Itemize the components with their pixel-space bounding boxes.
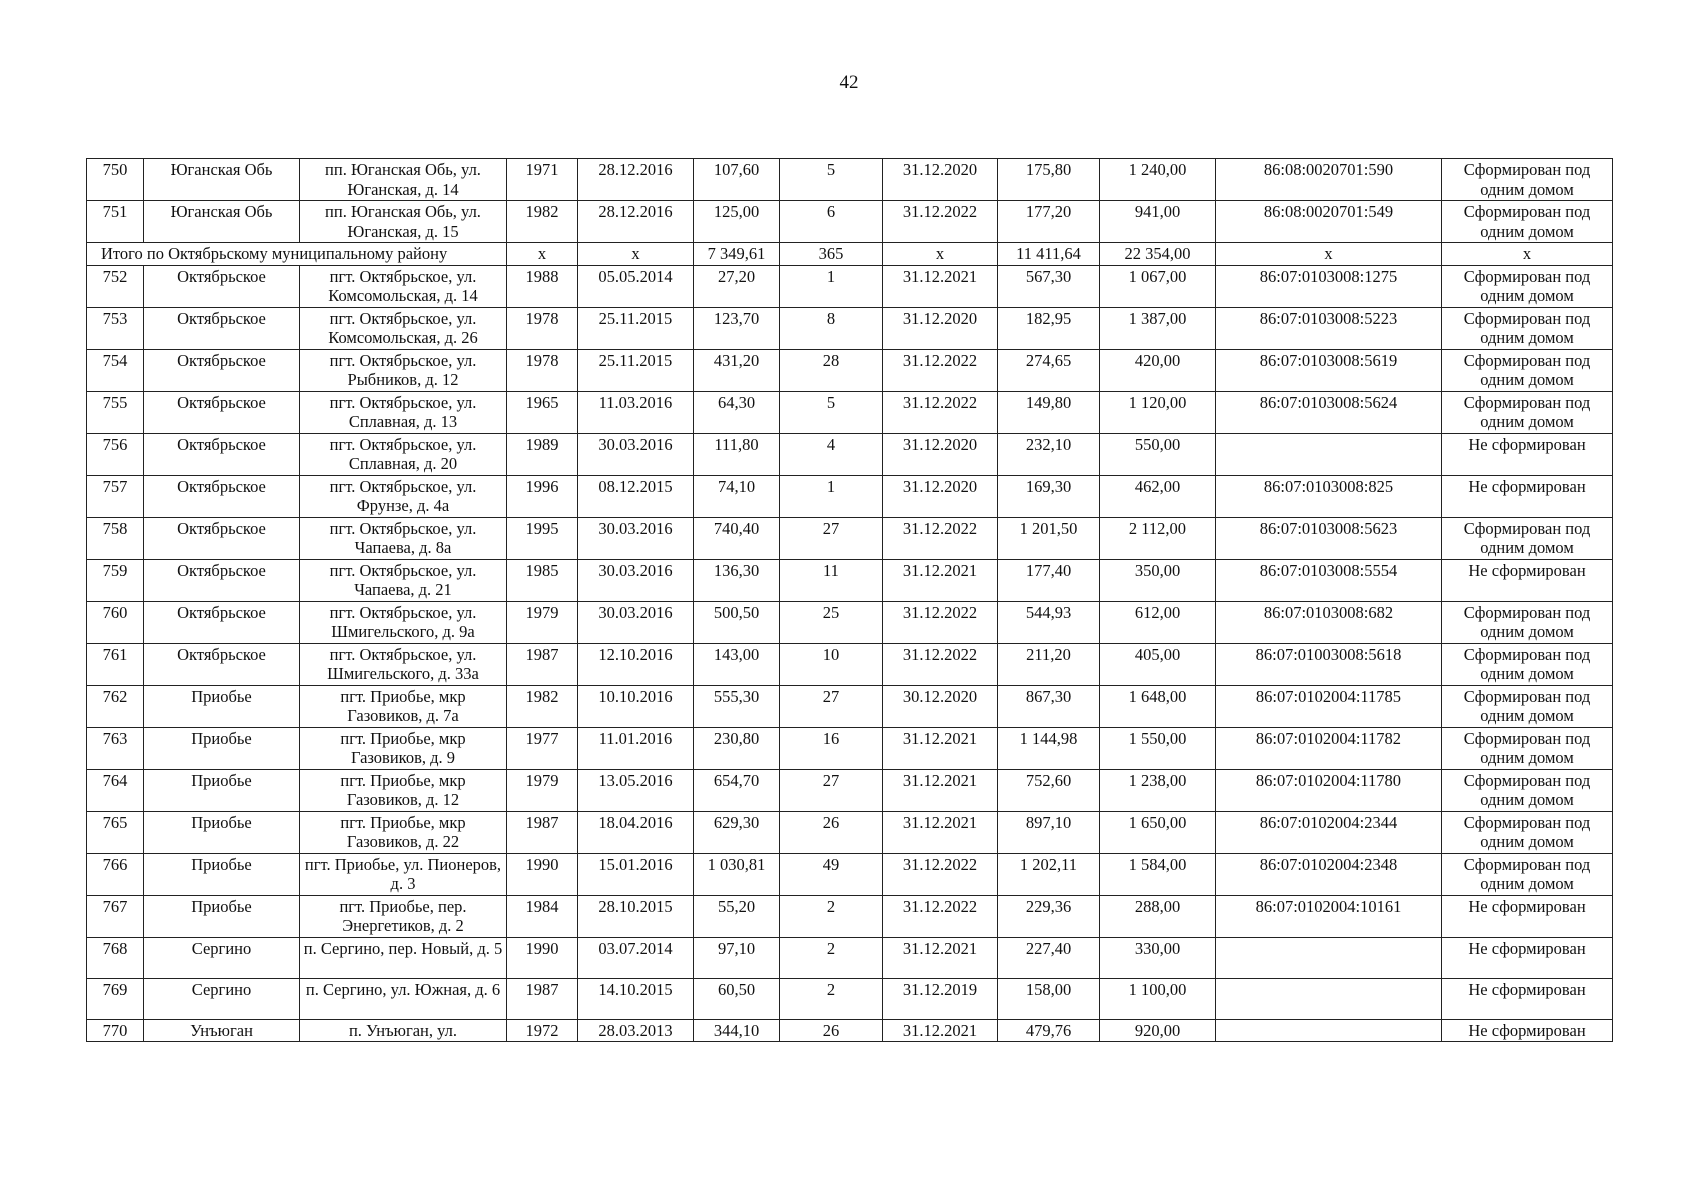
row-number: 755 [87, 391, 144, 433]
status-cell: Не сформирован [1442, 1019, 1613, 1042]
status-cell: Сформирован под одним домом [1442, 601, 1613, 643]
page-number: 42 [839, 72, 859, 93]
total-cadastral-cell: х [1216, 243, 1442, 266]
row-number: 762 [87, 685, 144, 727]
year-cell: 1984 [507, 895, 578, 937]
year-cell: 1979 [507, 769, 578, 811]
area-cell: 55,20 [694, 895, 780, 937]
cadastral-cell: 86:07:0103008:5619 [1216, 349, 1442, 391]
table-body [87, 159, 1613, 1042]
year-cell: 1985 [507, 559, 578, 601]
settlement-cell: Приобье [144, 727, 300, 769]
deadline-cell: 31.12.2021 [883, 1019, 998, 1042]
people-cell: 1 [780, 475, 883, 517]
status-cell: Сформирован под одним домом [1442, 307, 1613, 349]
total-area2-cell: 11 411,64 [998, 243, 1100, 266]
settlement-cell: Октябрьское [144, 349, 300, 391]
year-cell: 1990 [507, 853, 578, 895]
deadline-cell: 31.12.2021 [883, 727, 998, 769]
area2-cell: 169,30 [998, 475, 1100, 517]
year-cell: 1982 [507, 685, 578, 727]
date-cell: 25.11.2015 [578, 307, 694, 349]
cadastral-cell: 86:07:0102004:11780 [1216, 769, 1442, 811]
date-cell: 28.12.2016 [578, 159, 694, 201]
year-cell: 1987 [507, 978, 578, 1019]
status-cell: Сформирован под одним домом [1442, 159, 1613, 201]
cost-cell: 288,00 [1100, 895, 1216, 937]
table-row [87, 937, 1613, 978]
address-cell: пгт. Приобье, мкр Газовиков, д. 12 [300, 769, 507, 811]
area-cell: 111,80 [694, 433, 780, 475]
cost-cell: 462,00 [1100, 475, 1216, 517]
date-cell: 12.10.2016 [578, 643, 694, 685]
deadline-cell: 31.12.2021 [883, 265, 998, 307]
deadline-cell: 31.12.2020 [883, 159, 998, 201]
year-cell: 1978 [507, 349, 578, 391]
deadline-cell: 31.12.2020 [883, 475, 998, 517]
cadastral-cell: 86:07:0103008:5624 [1216, 391, 1442, 433]
area-cell: 125,00 [694, 201, 780, 243]
date-cell: 11.01.2016 [578, 727, 694, 769]
table-row [87, 265, 1613, 307]
cost-cell: 1 100,00 [1100, 978, 1216, 1019]
total-deadline-cell: х [883, 243, 998, 266]
deadline-cell: 31.12.2022 [883, 517, 998, 559]
status-cell: Сформирован под одним домом [1442, 643, 1613, 685]
deadline-cell: 31.12.2021 [883, 559, 998, 601]
year-cell: 1979 [507, 601, 578, 643]
date-cell: 08.12.2015 [578, 475, 694, 517]
deadline-cell: 31.12.2022 [883, 349, 998, 391]
area-cell: 74,10 [694, 475, 780, 517]
table-row [87, 769, 1613, 811]
year-cell: 1977 [507, 727, 578, 769]
row-number: 768 [87, 937, 144, 978]
people-cell: 4 [780, 433, 883, 475]
table-row [87, 159, 1613, 201]
status-cell: Сформирован под одним домом [1442, 769, 1613, 811]
area2-cell: 158,00 [998, 978, 1100, 1019]
table-row [87, 475, 1613, 517]
total-date-cell: х [578, 243, 694, 266]
deadline-cell: 31.12.2022 [883, 853, 998, 895]
settlement-cell: Приобье [144, 685, 300, 727]
row-number: 761 [87, 643, 144, 685]
people-cell: 1 [780, 265, 883, 307]
area-cell: 136,30 [694, 559, 780, 601]
address-cell: п. Сергино, пер. Новый, д. 5 [300, 937, 507, 978]
year-cell: 1989 [507, 433, 578, 475]
row-number: 752 [87, 265, 144, 307]
settlement-cell: Юганская Обь [144, 201, 300, 243]
date-cell: 14.10.2015 [578, 978, 694, 1019]
settlement-cell: Приобье [144, 811, 300, 853]
area2-cell: 227,40 [998, 937, 1100, 978]
row-number: 753 [87, 307, 144, 349]
cost-cell: 1 240,00 [1100, 159, 1216, 201]
settlement-cell: Унъюган [144, 1019, 300, 1042]
row-number: 754 [87, 349, 144, 391]
table-row [87, 685, 1613, 727]
table-row [87, 349, 1613, 391]
people-cell: 16 [780, 727, 883, 769]
people-cell: 5 [780, 391, 883, 433]
table-row [87, 1019, 1613, 1042]
settlement-cell: Приобье [144, 853, 300, 895]
people-cell: 2 [780, 895, 883, 937]
table-row [87, 201, 1613, 243]
area2-cell: 544,93 [998, 601, 1100, 643]
area2-cell: 479,76 [998, 1019, 1100, 1042]
address-cell: пгт. Октябрьское, ул. Комсомольская, д. 26 [300, 307, 507, 349]
table-row [87, 643, 1613, 685]
address-cell: пгт. Октябрьское, ул. Чапаева, д. 8а [300, 517, 507, 559]
address-cell: п. Сергино, ул. Южная, д. 6 [300, 978, 507, 1019]
table-row [87, 433, 1613, 475]
cost-cell: 330,00 [1100, 937, 1216, 978]
year-cell: 1987 [507, 643, 578, 685]
row-number: 750 [87, 159, 144, 201]
area-cell: 60,50 [694, 978, 780, 1019]
table-row [87, 811, 1613, 853]
cadastral-cell: 86:07:0102004:2344 [1216, 811, 1442, 853]
housing-registry-table [86, 158, 1613, 1042]
deadline-cell: 31.12.2020 [883, 433, 998, 475]
address-cell: пгт. Приобье, мкр Газовиков, д. 9 [300, 727, 507, 769]
settlement-cell: Юганская Обь [144, 159, 300, 201]
cost-cell: 612,00 [1100, 601, 1216, 643]
row-number: 756 [87, 433, 144, 475]
date-cell: 30.03.2016 [578, 517, 694, 559]
people-cell: 5 [780, 159, 883, 201]
cadastral-cell: 86:07:0102004:11785 [1216, 685, 1442, 727]
year-cell: 1965 [507, 391, 578, 433]
cost-cell: 920,00 [1100, 1019, 1216, 1042]
total-area-cell: 7 349,61 [694, 243, 780, 266]
deadline-cell: 31.12.2022 [883, 391, 998, 433]
cost-cell: 420,00 [1100, 349, 1216, 391]
address-cell: пгт. Октябрьское, ул. Рыбников, д. 12 [300, 349, 507, 391]
address-cell: пгт. Приобье, ул. Пионеров, д. 3 [300, 853, 507, 895]
cadastral-cell [1216, 433, 1442, 475]
area-cell: 740,40 [694, 517, 780, 559]
deadline-cell: 31.12.2022 [883, 643, 998, 685]
cost-cell: 405,00 [1100, 643, 1216, 685]
cost-cell: 1 584,00 [1100, 853, 1216, 895]
cadastral-cell: 86:07:0102004:11782 [1216, 727, 1442, 769]
settlement-cell: Октябрьское [144, 517, 300, 559]
row-number: 758 [87, 517, 144, 559]
area-cell: 64,30 [694, 391, 780, 433]
row-number: 760 [87, 601, 144, 643]
year-cell: 1982 [507, 201, 578, 243]
address-cell: пп. Юганская Обь, ул. Юганская, д. 14 [300, 159, 507, 201]
row-number: 765 [87, 811, 144, 853]
date-cell: 28.03.2013 [578, 1019, 694, 1042]
year-cell: 1972 [507, 1019, 578, 1042]
people-cell: 49 [780, 853, 883, 895]
date-cell: 30.03.2016 [578, 433, 694, 475]
area-cell: 344,10 [694, 1019, 780, 1042]
cadastral-cell: 86:07:0103008:825 [1216, 475, 1442, 517]
area2-cell: 175,80 [998, 159, 1100, 201]
people-cell: 27 [780, 769, 883, 811]
total-label: Итого по Октябрьскому муниципальному району [87, 243, 507, 266]
date-cell: 28.10.2015 [578, 895, 694, 937]
cost-cell: 1 387,00 [1100, 307, 1216, 349]
cost-cell: 1 550,00 [1100, 727, 1216, 769]
status-cell: Сформирован под одним домом [1442, 265, 1613, 307]
cadastral-cell [1216, 1019, 1442, 1042]
row-number: 757 [87, 475, 144, 517]
people-cell: 26 [780, 811, 883, 853]
settlement-cell: Октябрьское [144, 307, 300, 349]
deadline-cell: 30.12.2020 [883, 685, 998, 727]
status-cell: Не сформирован [1442, 475, 1613, 517]
date-cell: 11.03.2016 [578, 391, 694, 433]
cost-cell: 2 112,00 [1100, 517, 1216, 559]
total-cost-cell: 22 354,00 [1100, 243, 1216, 266]
cadastral-cell: 86:07:01003008:5618 [1216, 643, 1442, 685]
area-cell: 107,60 [694, 159, 780, 201]
address-cell: пгт. Октябрьское, ул. Сплавная, д. 20 [300, 433, 507, 475]
cadastral-cell: 86:07:0103008:1275 [1216, 265, 1442, 307]
year-cell: 1987 [507, 811, 578, 853]
area-cell: 230,80 [694, 727, 780, 769]
area2-cell: 567,30 [998, 265, 1100, 307]
table-row [87, 727, 1613, 769]
area2-cell: 182,95 [998, 307, 1100, 349]
cost-cell: 1 120,00 [1100, 391, 1216, 433]
row-number: 766 [87, 853, 144, 895]
settlement-cell: Октябрьское [144, 643, 300, 685]
people-cell: 25 [780, 601, 883, 643]
year-cell: 1978 [507, 307, 578, 349]
row-number: 759 [87, 559, 144, 601]
people-cell: 10 [780, 643, 883, 685]
date-cell: 05.05.2014 [578, 265, 694, 307]
total-year-cell: х [507, 243, 578, 266]
area-cell: 97,10 [694, 937, 780, 978]
area2-cell: 867,30 [998, 685, 1100, 727]
cadastral-cell: 86:07:0103008:5554 [1216, 559, 1442, 601]
cadastral-cell: 86:07:0103008:5623 [1216, 517, 1442, 559]
year-cell: 1996 [507, 475, 578, 517]
date-cell: 13.05.2016 [578, 769, 694, 811]
cost-cell: 550,00 [1100, 433, 1216, 475]
address-cell: пгт. Октябрьское, ул. Шмигельского, д. 9а [300, 601, 507, 643]
year-cell: 1971 [507, 159, 578, 201]
cost-cell: 1 067,00 [1100, 265, 1216, 307]
cadastral-cell: 86:07:0103008:682 [1216, 601, 1442, 643]
total-status-cell: х [1442, 243, 1613, 266]
date-cell: 15.01.2016 [578, 853, 694, 895]
date-cell: 25.11.2015 [578, 349, 694, 391]
deadline-cell: 31.12.2019 [883, 978, 998, 1019]
deadline-cell: 31.12.2022 [883, 601, 998, 643]
area2-cell: 752,60 [998, 769, 1100, 811]
area-cell: 500,50 [694, 601, 780, 643]
status-cell: Сформирован под одним домом [1442, 391, 1613, 433]
table-row [87, 601, 1613, 643]
settlement-cell: Сергино [144, 937, 300, 978]
date-cell: 03.07.2014 [578, 937, 694, 978]
area-cell: 27,20 [694, 265, 780, 307]
deadline-cell: 31.12.2021 [883, 937, 998, 978]
cost-cell: 1 650,00 [1100, 811, 1216, 853]
area2-cell: 149,80 [998, 391, 1100, 433]
people-cell: 26 [780, 1019, 883, 1042]
address-cell: пгт. Октябрьское, ул. Комсомольская, д. 14 [300, 265, 507, 307]
deadline-cell: 31.12.2020 [883, 307, 998, 349]
table-row [87, 307, 1613, 349]
date-cell: 10.10.2016 [578, 685, 694, 727]
cost-cell: 1 238,00 [1100, 769, 1216, 811]
status-cell: Не сформирован [1442, 978, 1613, 1019]
cadastral-cell: 86:08:0020701:590 [1216, 159, 1442, 201]
address-cell: пп. Юганская Обь, ул. Юганская, д. 15 [300, 201, 507, 243]
date-cell: 18.04.2016 [578, 811, 694, 853]
status-cell: Сформирован под одним домом [1442, 811, 1613, 853]
settlement-cell: Приобье [144, 769, 300, 811]
area-cell: 629,30 [694, 811, 780, 853]
cadastral-cell: 86:08:0020701:549 [1216, 201, 1442, 243]
area-cell: 431,20 [694, 349, 780, 391]
area-cell: 123,70 [694, 307, 780, 349]
status-cell: Сформирован под одним домом [1442, 349, 1613, 391]
area2-cell: 1 201,50 [998, 517, 1100, 559]
status-cell: Не сформирован [1442, 937, 1613, 978]
year-cell: 1990 [507, 937, 578, 978]
year-cell: 1995 [507, 517, 578, 559]
people-cell: 8 [780, 307, 883, 349]
people-cell: 27 [780, 517, 883, 559]
address-cell: п. Унъюган, ул. [300, 1019, 507, 1042]
row-number: 751 [87, 201, 144, 243]
area2-cell: 177,40 [998, 559, 1100, 601]
area-cell: 555,30 [694, 685, 780, 727]
table-row [87, 895, 1613, 937]
people-cell: 6 [780, 201, 883, 243]
table-row [87, 559, 1613, 601]
total-people-cell: 365 [780, 243, 883, 266]
deadline-cell: 31.12.2021 [883, 811, 998, 853]
settlement-cell: Октябрьское [144, 391, 300, 433]
status-cell: Сформирован под одним домом [1442, 201, 1613, 243]
area-cell: 143,00 [694, 643, 780, 685]
cadastral-cell: 86:07:0103008:5223 [1216, 307, 1442, 349]
area2-cell: 211,20 [998, 643, 1100, 685]
people-cell: 27 [780, 685, 883, 727]
people-cell: 28 [780, 349, 883, 391]
status-cell: Не сформирован [1442, 895, 1613, 937]
address-cell: пгт. Приобье, мкр Газовиков, д. 7а [300, 685, 507, 727]
status-cell: Сформирован под одним домом [1442, 685, 1613, 727]
address-cell: пгт. Октябрьское, ул. Шмигельского, д. 33а [300, 643, 507, 685]
address-cell: пгт. Приобье, мкр Газовиков, д. 22 [300, 811, 507, 853]
area2-cell: 229,36 [998, 895, 1100, 937]
status-cell: Сформирован под одним домом [1442, 517, 1613, 559]
cadastral-cell: 86:07:0102004:10161 [1216, 895, 1442, 937]
address-cell: пгт. Октябрьское, ул. Чапаева, д. 21 [300, 559, 507, 601]
row-number: 763 [87, 727, 144, 769]
area2-cell: 232,10 [998, 433, 1100, 475]
status-cell: Сформирован под одним домом [1442, 853, 1613, 895]
settlement-cell: Приобье [144, 895, 300, 937]
address-cell: пгт. Октябрьское, ул. Фрунзе, д. 4а [300, 475, 507, 517]
date-cell: 28.12.2016 [578, 201, 694, 243]
row-number: 764 [87, 769, 144, 811]
date-cell: 30.03.2016 [578, 559, 694, 601]
people-cell: 11 [780, 559, 883, 601]
area2-cell: 897,10 [998, 811, 1100, 853]
table-row [87, 978, 1613, 1019]
status-cell: Не сформирован [1442, 559, 1613, 601]
area-cell: 1 030,81 [694, 853, 780, 895]
address-cell: пгт. Октябрьское, ул. Сплавная, д. 13 [300, 391, 507, 433]
deadline-cell: 31.12.2022 [883, 895, 998, 937]
year-cell: 1988 [507, 265, 578, 307]
area2-cell: 274,65 [998, 349, 1100, 391]
area-cell: 654,70 [694, 769, 780, 811]
deadline-cell: 31.12.2022 [883, 201, 998, 243]
settlement-cell: Октябрьское [144, 559, 300, 601]
people-cell: 2 [780, 978, 883, 1019]
settlement-cell: Октябрьское [144, 433, 300, 475]
cadastral-cell [1216, 937, 1442, 978]
total-row [87, 243, 1613, 266]
people-cell: 2 [780, 937, 883, 978]
date-cell: 30.03.2016 [578, 601, 694, 643]
area2-cell: 177,20 [998, 201, 1100, 243]
cadastral-cell: 86:07:0102004:2348 [1216, 853, 1442, 895]
settlement-cell: Октябрьское [144, 475, 300, 517]
area2-cell: 1 144,98 [998, 727, 1100, 769]
cadastral-cell [1216, 978, 1442, 1019]
area2-cell: 1 202,11 [998, 853, 1100, 895]
row-number: 770 [87, 1019, 144, 1042]
deadline-cell: 31.12.2021 [883, 769, 998, 811]
settlement-cell: Октябрьское [144, 601, 300, 643]
status-cell: Не сформирован [1442, 433, 1613, 475]
row-number: 769 [87, 978, 144, 1019]
table-row [87, 391, 1613, 433]
table-row [87, 517, 1613, 559]
status-cell: Сформирован под одним домом [1442, 727, 1613, 769]
cost-cell: 941,00 [1100, 201, 1216, 243]
row-number: 767 [87, 895, 144, 937]
settlement-cell: Сергино [144, 978, 300, 1019]
address-cell: пгт. Приобье, пер. Энергетиков, д. 2 [300, 895, 507, 937]
cost-cell: 1 648,00 [1100, 685, 1216, 727]
settlement-cell: Октябрьское [144, 265, 300, 307]
table-row [87, 853, 1613, 895]
cost-cell: 350,00 [1100, 559, 1216, 601]
